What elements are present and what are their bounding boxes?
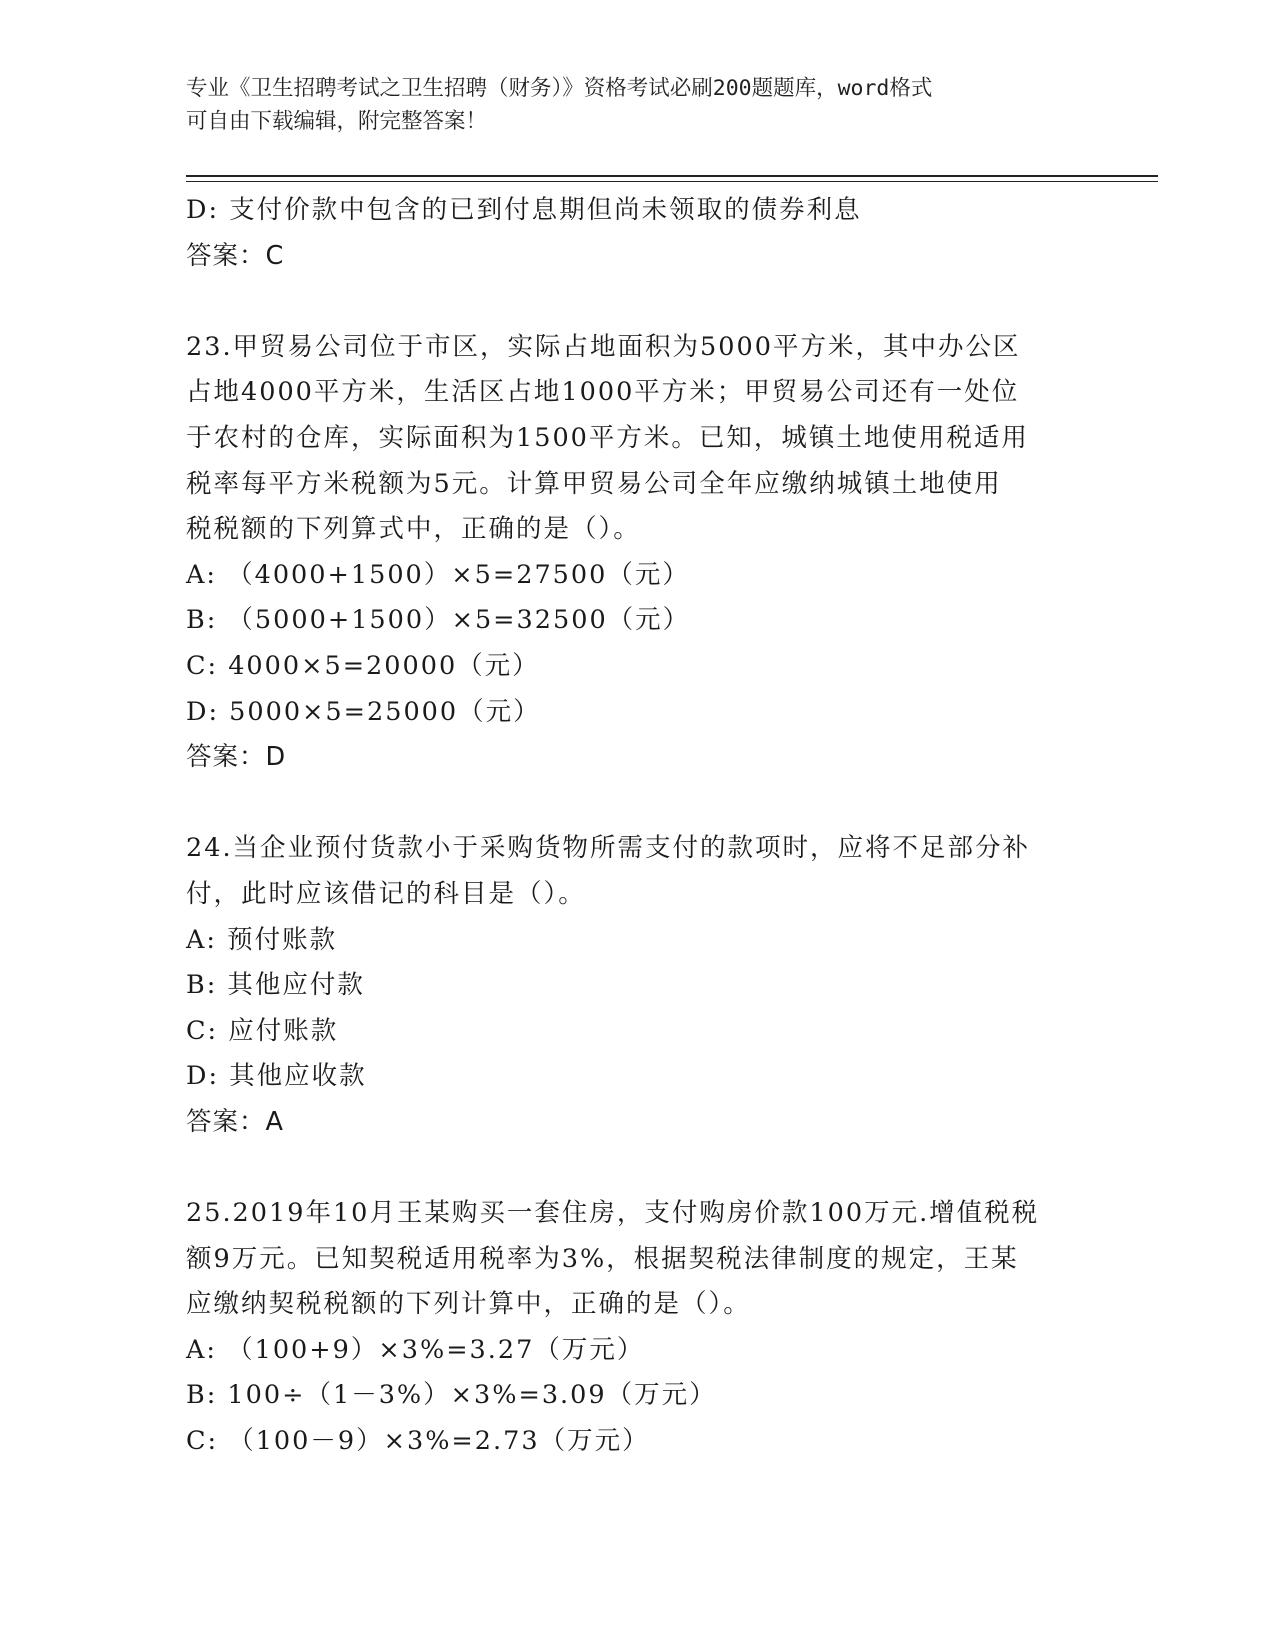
header-line-1: 专业《卫生招聘考试之卫生招聘（财务）》资格考试必刷200题题库，word格式	[186, 76, 933, 101]
spacer	[186, 279, 1086, 325]
option-line: B: （5000+1500）×5=32500（元）	[186, 605, 691, 636]
option-line: D: 其他应收款	[186, 1061, 367, 1092]
question-line: 付，此时应该借记的科目是（）。	[186, 878, 586, 909]
option-line: A: （4000+1500）×5=27500（元）	[186, 559, 690, 590]
option-line: D: 支付价款中包含的已到付息期但尚未领取的债券利息	[186, 195, 862, 225]
header-divider-thick	[186, 175, 1158, 177]
header-divider-thin	[186, 181, 1158, 182]
question-line: 24.当企业预付货款小于采购货物所需支付的款项时，应将不足部分补	[186, 833, 1031, 864]
option-line: B: 其他应付款	[186, 970, 365, 1001]
header-line-2: 可自由下载编辑，附完整答案！	[186, 109, 488, 134]
spacer	[186, 781, 1086, 827]
option-line: A: （100+9）×3%=3.27（万元）	[186, 1334, 645, 1365]
answer-line: 答案：D	[186, 742, 287, 773]
option-line: C: 应付账款	[186, 1015, 339, 1046]
question-line: 25.2019年10月王某购买一套住房，支付购房价款100万元.增值税税	[186, 1198, 1040, 1229]
option-line: B: 100÷（1－3%）×3%=3.09（万元）	[186, 1380, 717, 1411]
question-line: 于农村的仓库，实际面积为1500平方米。已知，城镇土地使用税适用	[186, 422, 1029, 453]
question-line: 额9万元。已知契税适用税率为3%，根据契税法律制度的规定，王某	[186, 1243, 1019, 1274]
question-content	[186, 188, 1086, 1465]
question-line: 税税额的下列算式中，正确的是（）。	[186, 514, 641, 545]
question-line: 应缴纳契税税额的下列计算中，正确的是（）。	[186, 1289, 751, 1320]
option-line: A: 预付账款	[186, 924, 338, 955]
option-line: C: （100－9）×3%=2.73（万元）	[186, 1426, 650, 1457]
answer-line: 答案：C	[186, 240, 285, 271]
question-line: 占地4000平方米，生活区占地1000平方米；甲贸易公司还有一处位	[186, 377, 1020, 408]
option-line: D: 5000×5=25000（元）	[186, 696, 541, 727]
question-line: 23.甲贸易公司位于市区，实际占地面积为5000平方米，其中办公区	[186, 331, 1021, 362]
option-line: C: 4000×5=20000（元）	[186, 650, 540, 681]
question-line: 税率每平方米税额为5元。计算甲贸易公司全年应缴纳城镇土地使用	[186, 468, 1002, 499]
page-header	[186, 72, 1086, 138]
spacer	[186, 1145, 1086, 1191]
answer-line: 答案：A	[186, 1106, 284, 1137]
